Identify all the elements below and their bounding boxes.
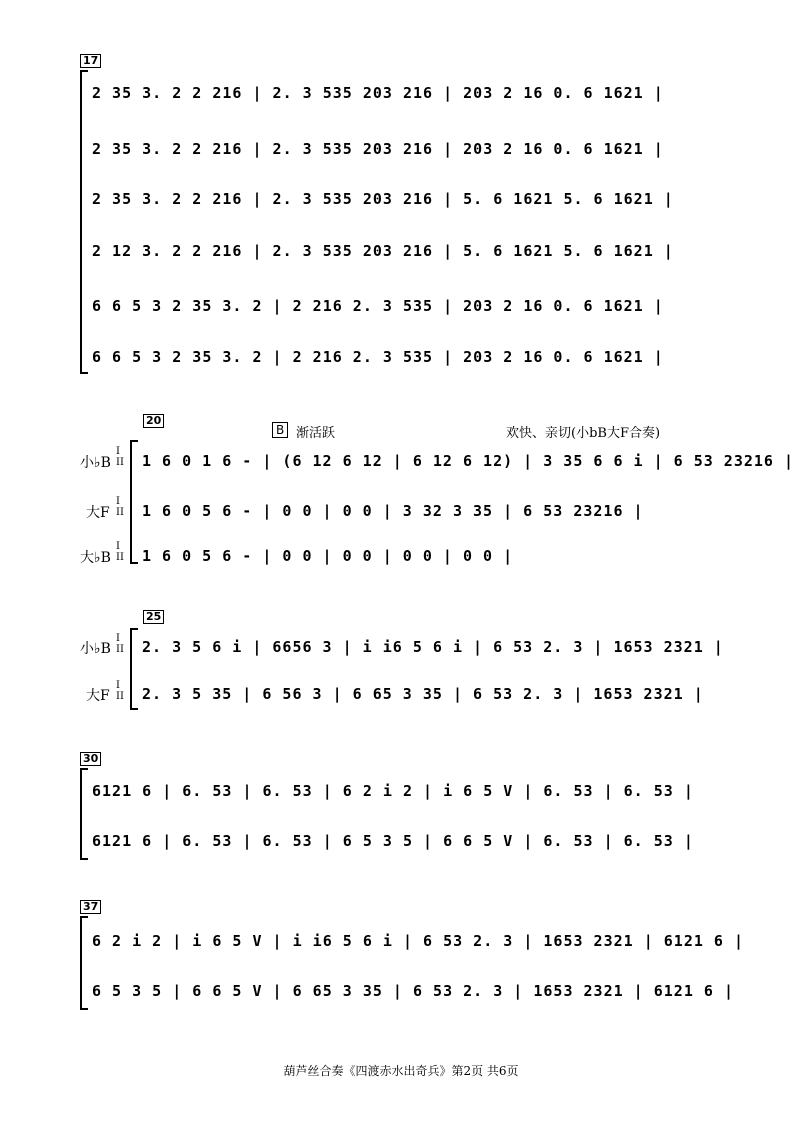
system-bracket (130, 628, 138, 710)
system-bracket (130, 440, 138, 564)
score-row: 2 35 3. 2 2 216 | 2. 3 535 203 216 | 5. 6 1621 5. 6 1621 | (92, 190, 674, 208)
voice-label: II (116, 457, 124, 468)
score-row: 6 6 5 3 2 35 3. 2 | 2 216 2. 3 535 | 203 2 16 0. 6 1621 | (92, 348, 664, 366)
score-row: 6121 6 | 6. 53 | 6. 53 | 6 2 i 2 | i 6 5 V | 6. 53 | 6. 53 | (92, 782, 694, 800)
score-row: 1 6 0 5 6 - | 0 0 | 0 0 | 3 32 3 35 | 6 53 23216 | (142, 502, 644, 520)
system-bracket (80, 768, 88, 860)
voice-label: II (116, 507, 124, 518)
score-row: 2 35 3. 2 2 216 | 2. 3 535 203 216 | 203 2 16 0. 6 1621 | (92, 84, 664, 102)
tempo-marking: 欢快、亲切(小bB大F合奏) (506, 426, 661, 441)
tempo-marking: 渐活跃 (296, 426, 336, 441)
measure-number: 25 (143, 610, 164, 624)
voice-label: II (116, 691, 124, 702)
system-bracket (80, 916, 88, 1010)
measure-number: 37 (80, 900, 101, 914)
score-row: 2. 3 5 6 i | 6656 3 | i i6 5 6 i | 6 53 2. 3 | 1653 2321 | (142, 638, 724, 656)
instrument-label: 大♭B (80, 550, 111, 566)
score-row: 2 35 3. 2 2 216 | 2. 3 535 203 216 | 203 2 16 0. 6 1621 | (92, 140, 664, 158)
voice-label: I (116, 541, 120, 552)
instrument-label: 大F (86, 505, 110, 521)
score-row: 2. 3 5 35 | 6 56 3 | 6 65 3 35 | 6 53 2. 3 | 1653 2321 | (142, 685, 704, 703)
system-bracket (80, 70, 88, 374)
measure-number: 20 (143, 414, 164, 428)
voice-label: I (116, 633, 120, 644)
score-row: 2 12 3. 2 2 216 | 2. 3 535 203 216 | 5. 6 1621 5. 6 1621 | (92, 242, 674, 260)
instrument-label: 小♭B (80, 455, 111, 471)
score-row: 1 6 0 1 6 - | (6 12 6 12 | 6 12 6 12) | 3 35 6 6 i | 6 53 23216 | (142, 452, 794, 470)
score-row: 6121 6 | 6. 53 | 6. 53 | 6 5 3 5 | 6 6 5 V | 6. 53 | 6. 53 | (92, 832, 694, 850)
measure-number: 30 (80, 752, 101, 766)
score-row: 6 5 3 5 | 6 6 5 V | 6 65 3 35 | 6 53 2. 3 | 1653 2321 | 6121 6 | (92, 982, 734, 1000)
voice-label: II (116, 552, 124, 563)
voice-label: I (116, 680, 120, 691)
instrument-label: 小♭B (80, 641, 111, 657)
voice-label: II (116, 644, 124, 655)
score-row: 6 6 5 3 2 35 3. 2 | 2 216 2. 3 535 | 203 2 16 0. 6 1621 | (92, 297, 664, 315)
voice-label: I (116, 446, 120, 457)
rehearsal-mark: B (272, 422, 288, 438)
measure-number: 17 (80, 54, 101, 68)
page-footer: 葫芦丝合奏《四渡赤水出奇兵》第2页 共6页 (283, 1064, 519, 1078)
instrument-label: 大F (86, 688, 110, 704)
score-row: 1 6 0 5 6 - | 0 0 | 0 0 | 0 0 | 0 0 | (142, 547, 514, 565)
score-row: 6 2 i 2 | i 6 5 V | i i6 5 6 i | 6 53 2. 3 | 1653 2321 | 6121 6 | (92, 932, 744, 950)
voice-label: I (116, 496, 120, 507)
